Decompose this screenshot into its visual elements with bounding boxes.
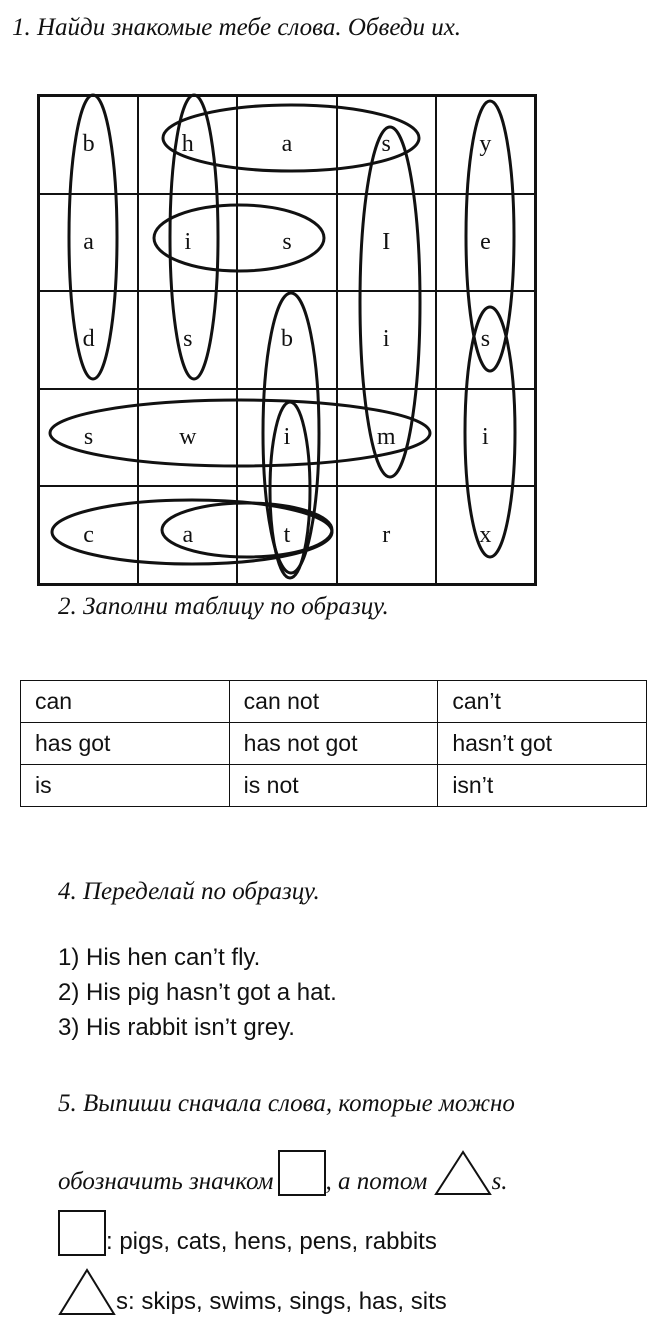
task1-title: 1. Найди знакомые тебе слова. Обведи их. [12,14,462,41]
grid-cell[interactable]: d [39,291,138,389]
table-row [21,765,647,807]
grid-cell[interactable]: i [237,389,336,487]
grid-cell[interactable]: s [237,194,336,292]
grid-cell[interactable]: m [337,389,436,487]
triangle-answer-text: s: skips, swims, sings, has, sits [116,1288,447,1315]
sentence-list [58,940,337,1045]
grid-cell[interactable]: e [436,194,535,292]
triangle-icon [434,1150,492,1196]
square-icon [278,1150,326,1196]
box-answer-text: : pigs, cats, hens, pens, rabbits [106,1228,437,1255]
table-cell: has got [21,723,230,765]
table-cell: is not [229,765,438,807]
task5-text: обозначить значком [58,1168,274,1195]
triangle-icon [58,1268,116,1316]
table-cell: hasn’t got [438,723,647,765]
grid-cell[interactable]: h [138,96,237,194]
table-cell: has not got [229,723,438,765]
task4-title: 4. Переделай по образцу. [58,878,320,905]
grid-cell[interactable]: i [138,194,237,292]
grid-cell[interactable]: s [138,291,237,389]
task5-title-line2 [58,1150,508,1196]
grid-cell[interactable]: i [436,389,535,487]
grid-cell[interactable]: t [237,486,336,584]
list-item: 3) His rabbit isn’t grey. [58,1014,295,1041]
list-item: 1) His hen can’t fly. [58,944,261,971]
square-icon [58,1210,106,1256]
grid-cell[interactable]: b [237,291,336,389]
triangle-answer-line [58,1268,447,1316]
table-cell: can’t [438,681,647,723]
grid-cell[interactable]: r [337,486,436,584]
grid-cell[interactable]: s [436,291,535,389]
grid-cell[interactable]: b [39,96,138,194]
table-cell: can not [229,681,438,723]
box-answer-line [58,1210,437,1256]
table-row [21,681,647,723]
task5-text: , а потом [325,1168,428,1195]
grid-cell[interactable]: s [337,96,436,194]
table-cell: isn’t [438,765,647,807]
grid-cell[interactable]: s [39,389,138,487]
task5-title: 5. Выпиши сначала слова, которые можно [58,1090,515,1117]
grid-cell[interactable]: a [138,486,237,584]
table-cell: is [21,765,230,807]
grid-cell[interactable]: x [436,486,535,584]
grid-cell[interactable]: a [39,194,138,292]
letter-grid [37,94,537,586]
grid-cell[interactable]: y [436,96,535,194]
task2-title: 2. Заполни таблицу по образцу. [58,593,389,620]
task5-text: s. [491,1168,508,1195]
grid-cell[interactable]: i [337,291,436,389]
grid-cell[interactable]: c [39,486,138,584]
table-cell: can [21,681,230,723]
table-row [21,723,647,765]
list-item: 2) His pig hasn’t got a hat. [58,979,337,1006]
verb-forms-table [20,680,647,807]
grid-cell[interactable]: I [337,194,436,292]
grid-cell[interactable]: w [138,389,237,487]
grid-cell[interactable]: a [237,96,336,194]
